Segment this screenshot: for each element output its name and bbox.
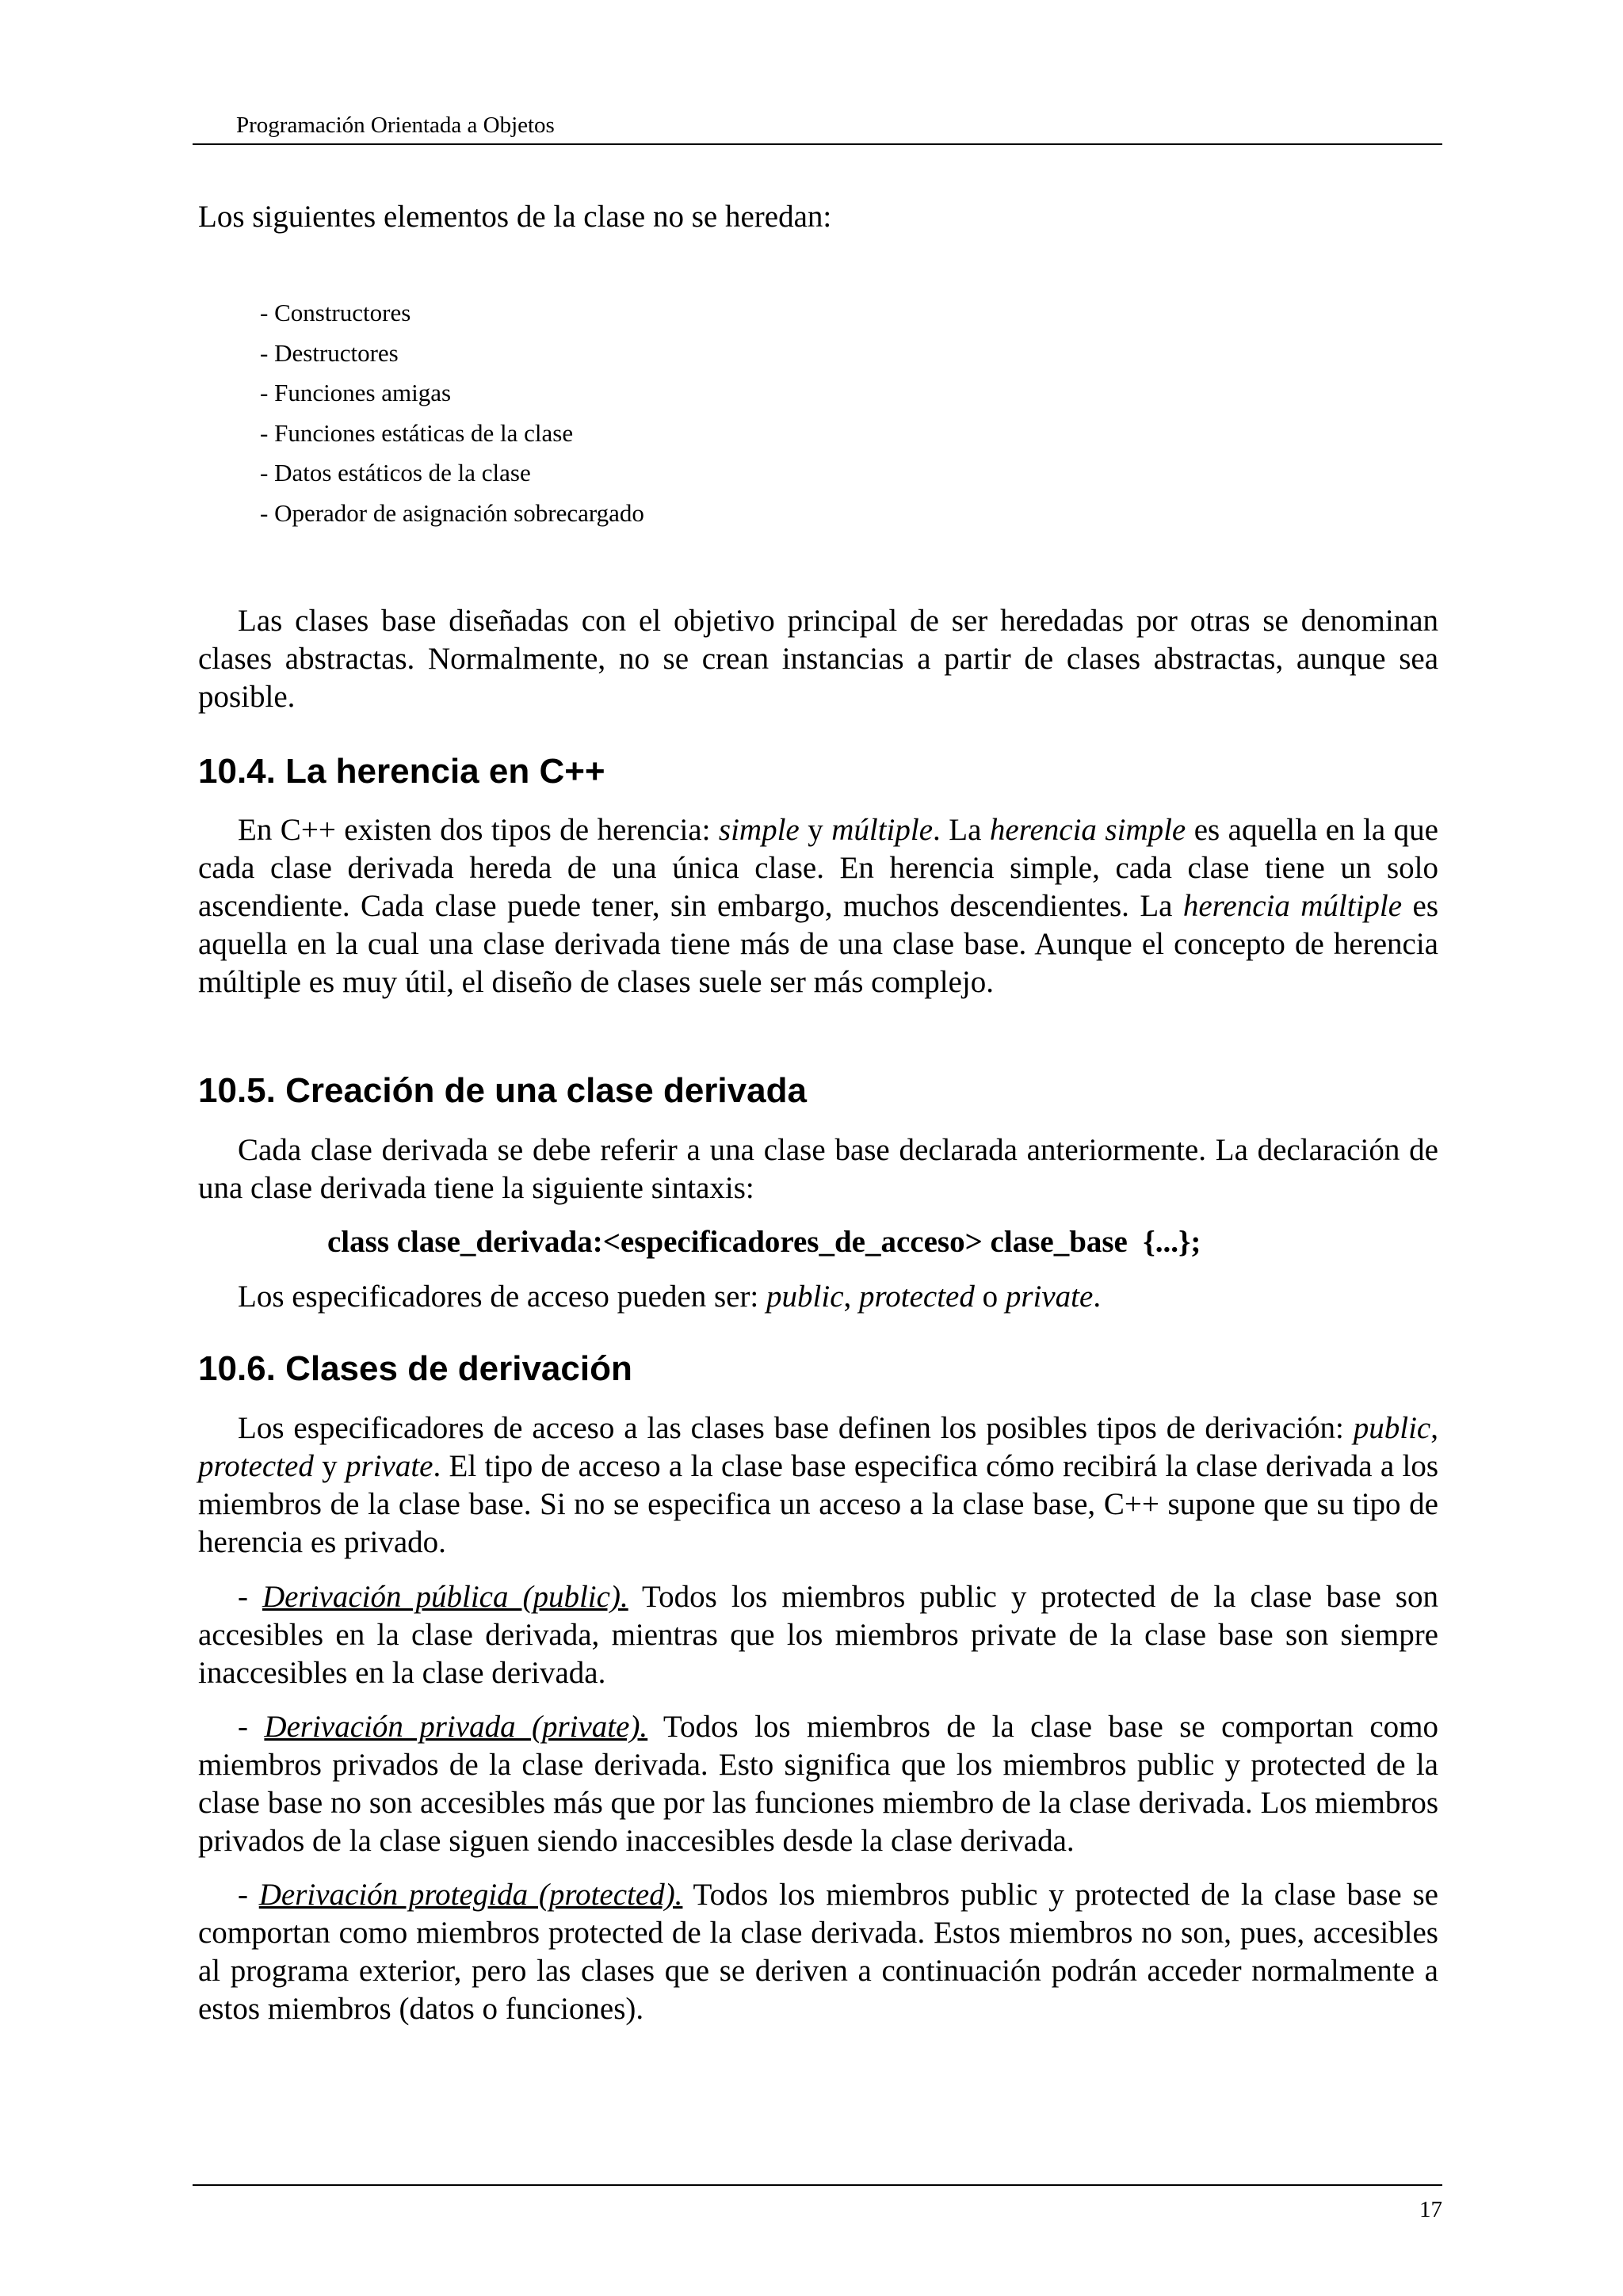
text-run: Todos los miembros public y protected de la clase base son accesibles en la clase derivada, mientras que los miembros private de la clase base son siempre inaccesibles en la clase derivada. — [198, 1580, 1438, 1690]
text-run: Todos los miembros de la clase base se comportan como miembros privados de la clase derivada. Esto significa que los miembros public y protected de la clase base no son accesibles más que por las funciones miembro de la clase derivada. Los miembros privados de la clase siguen siendo inaccesibles desde la clase derivada. — [198, 1710, 1438, 1858]
text-run: - — [238, 1710, 265, 1744]
protected-derivation-label: Derivación protegida (protected). — [258, 1878, 683, 1912]
text-run: y — [313, 1449, 346, 1483]
term-protected: protected — [859, 1280, 975, 1314]
text-run: es aquella en la cual una clase derivada tiene más de una clase base. Aunque el concepto de herencia múltiple es muy útil, el diseño de clases suele ser más complejo. — [198, 889, 1438, 999]
text-run: , — [843, 1280, 860, 1314]
text-run: Los especificadores de acceso pueden ser: — [238, 1280, 767, 1314]
private-derivation-paragraph — [198, 1708, 1438, 1860]
abstract-classes-paragraph: Las clases base diseñadas con el objetivo principal de ser heredadas por otras se denominan clases abstractas. Normalmente, no se crean instancias a partir de clases abstractas, aunque sea posible. — [198, 604, 1438, 714]
text-run: . La — [933, 813, 990, 847]
public-derivation-label: Derivación pública (public). — [262, 1580, 628, 1614]
list-item: - Constructores — [260, 299, 411, 326]
running-header: Programación Orientada a Objetos — [236, 113, 555, 138]
list-item: - Operador de asignación sobrecargado — [260, 498, 644, 527]
text-run: Todos los miembros public y protected de la clase base se comportan como miembros protected de la clase derivada. Estos miembros no son, pues, accesibles al programa exterior, pero las clases que se deriven a continuación podrán acceder normalmente a estos miembros (datos o funciones). — [198, 1878, 1438, 2026]
term-private: private — [1005, 1280, 1094, 1314]
inheritance-types-paragraph — [198, 811, 1438, 1001]
derivation-types-paragraph — [198, 1409, 1438, 1562]
list-item: - Funciones amigas — [260, 379, 452, 406]
header-rule — [193, 143, 1442, 145]
list-item: - Funciones estáticas de la clase — [260, 418, 574, 447]
term-protected: protected — [198, 1449, 314, 1483]
derived-class-syntax: class clase_derivada:<especificadores_de_acceso> clase_base {...}; — [327, 1225, 1201, 1259]
section-heading-10-4: 10.4. La herencia en C++ — [198, 752, 605, 791]
access-specifiers-paragraph — [198, 1278, 1438, 1316]
intro-text: Los siguientes elementos de la clase no se heredan: — [198, 200, 832, 234]
text-run: - — [238, 1878, 259, 1912]
text-run: o — [974, 1280, 1006, 1314]
term-herencia-simple: herencia simple — [989, 813, 1186, 847]
footer-rule — [193, 2184, 1442, 2186]
text-run: En C++ existen dos tipos de herencia: — [238, 813, 719, 847]
private-derivation-label: Derivación privada (private). — [264, 1710, 648, 1744]
list-item: - Destructores — [260, 338, 399, 367]
page-number: 17 — [1419, 2197, 1442, 2222]
text-run: . El tipo de acceso a la clase base especifica cómo recibirá la clase derivada a los miembros de la clase base. Si no se especifica un acceso a la clase base, C++ supone que su tipo de herencia es privado. — [198, 1449, 1438, 1559]
term-multiple: múltiple — [831, 813, 934, 847]
text-run: y — [799, 813, 832, 847]
text-run: . — [1093, 1280, 1102, 1314]
term-simple: simple — [718, 813, 800, 847]
section-heading-10-6: 10.6. Clases de derivación — [198, 1349, 632, 1388]
text-run: , — [1430, 1411, 1438, 1445]
section-heading-10-5: 10.5. Creación de una clase derivada — [198, 1071, 807, 1110]
term-herencia-multiple: herencia múltiple — [1182, 889, 1403, 923]
term-public: public — [1353, 1411, 1431, 1445]
text-run: - — [238, 1580, 263, 1614]
term-private: private — [346, 1449, 433, 1483]
public-derivation-paragraph — [198, 1578, 1438, 1692]
text-run: es aquella en la que cada clase derivada hereda de una única clase. En herencia simple, cada clase tiene un solo ascendiente. Cada clase puede tener, sin embargo, muchos descendientes. La — [198, 813, 1438, 923]
list-item: - Datos estáticos de la clase — [260, 459, 531, 486]
text-run: Los especificadores de acceso a las clases base definen los posibles tipos de derivación: — [238, 1411, 1354, 1445]
protected-derivation-paragraph — [198, 1876, 1438, 2028]
term-public: public — [766, 1280, 844, 1314]
page-body — [198, 198, 1438, 2026]
derived-class-paragraph: Cada clase derivada se debe referir a una clase base declarada anteriormente. La declaración de una clase derivada tiene la siguiente sintaxis: — [198, 1133, 1438, 1205]
non-inherited-list — [260, 293, 644, 533]
